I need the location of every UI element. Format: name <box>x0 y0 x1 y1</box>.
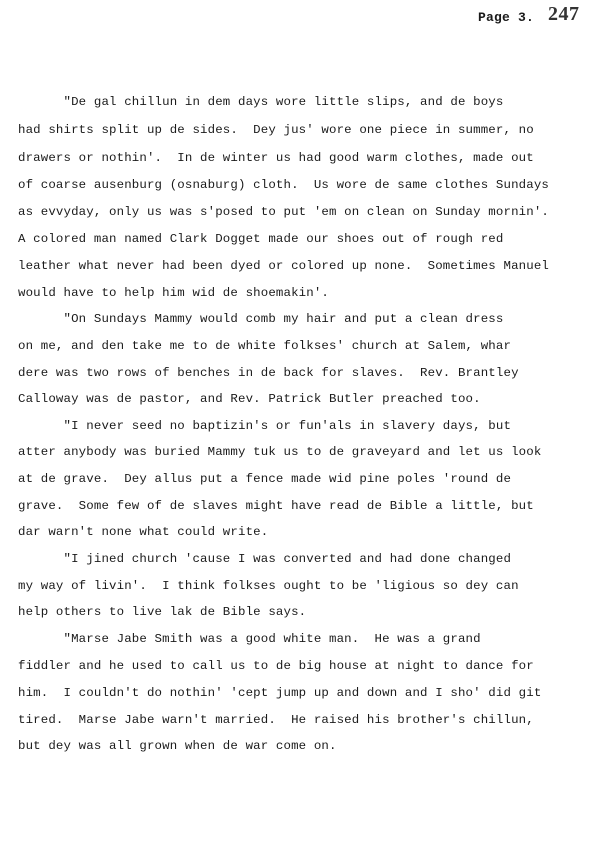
text-line: but dey was all grown when de war come on. <box>18 739 337 753</box>
text-line: tired. Marse Jabe warn't married. He raised his brother's chillun, <box>18 713 534 727</box>
text-line: dere was two rows of benches in de back for slaves. Rev. Brantley <box>18 366 519 380</box>
text-line: him. I couldn't do nothin' 'cept jump up and down and I sho' did git <box>18 686 542 700</box>
text-line: fiddler and he used to call us to de big house at night to dance for <box>18 659 534 673</box>
page-number: 247 <box>548 3 580 25</box>
text-line: "Marse Jabe Smith was a good white man. He was a grand <box>18 632 481 646</box>
text-line: "I jined church 'cause I was converted and had done changed <box>18 552 512 566</box>
page-label: Page 3. <box>478 10 535 25</box>
text-line: atter anybody was buried Mammy tuk us to de graveyard and let us look <box>18 445 542 459</box>
text-line: of coarse ausenburg (osnaburg) cloth. Us wore de same clothes Sundays <box>18 178 549 192</box>
text-line: had shirts split up de sides. Dey jus' wore one piece in summer, no <box>18 123 534 137</box>
text-line: would have to help him wid de shoemakin'. <box>18 286 330 300</box>
text-line: my way of livin'. I think folkses ought to be 'ligious so dey can <box>18 579 519 593</box>
text-line: drawers or nothin'. In de winter us had good warm clothes, made out <box>18 151 534 165</box>
text-line: grave. Some few of de slaves might have read de Bible a little, but <box>18 499 534 513</box>
text-line: at de grave. Dey allus put a fence made wid pine poles 'round de <box>18 472 512 486</box>
text-line: leather what never had been dyed or colored up none. Sometimes Manuel <box>18 259 549 273</box>
text-line: help others to live lak de Bible says. <box>18 605 307 619</box>
text-line: "On Sundays Mammy would comb my hair and put a clean dress <box>18 312 504 326</box>
text-line: "De gal chillun in dem days wore little slips, and de boys <box>18 95 504 109</box>
text-line: Calloway was de pastor, and Rev. Patrick Butler preached too. <box>18 392 481 406</box>
text-line: A colored man named Clark Dogget made our shoes out of rough red <box>18 232 504 246</box>
text-line: on me, and den take me to de white folkses' church at Salem, whar <box>18 339 512 353</box>
text-line: as evvyday, only us was s'posed to put 'em on clean on Sunday mornin'. <box>18 205 549 219</box>
text-line: dar warn't none what could write. <box>18 525 269 539</box>
text-line: "I never seed no baptizin's or fun'als in slavery days, but <box>18 419 512 433</box>
